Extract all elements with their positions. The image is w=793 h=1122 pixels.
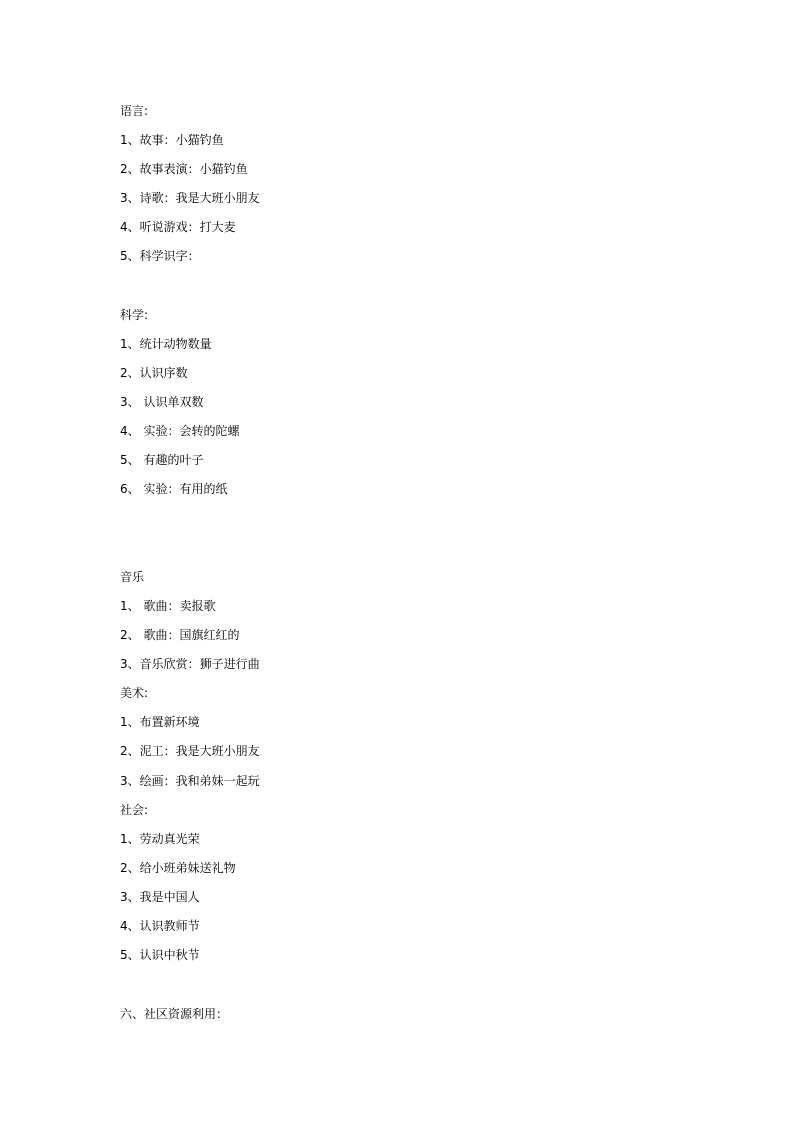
section-heading-art: 美术: xyxy=(120,686,149,700)
list-item: 1、统计动物数量 xyxy=(120,337,212,351)
list-item: 4、 实验：会转的陀螺 xyxy=(120,424,240,438)
list-item: 3、 认识单双数 xyxy=(120,395,204,409)
list-item: 5、科学识字： xyxy=(120,249,200,263)
list-item: 3、音乐欣赏：狮子进行曲 xyxy=(120,657,260,671)
section-heading-community-resources: 六、社区资源利用： xyxy=(120,1007,229,1021)
list-item: 2、 歌曲：国旗红红的 xyxy=(120,628,240,642)
section-heading-society: 社会: xyxy=(120,803,149,817)
section-heading-language: 语言: xyxy=(120,104,149,118)
list-item: 2、泥工：我是大班小朋友 xyxy=(120,744,260,758)
list-item: 4、听说游戏：打大麦 xyxy=(120,220,236,234)
section-heading-science: 科学: xyxy=(120,308,149,322)
list-item: 1、劳动真光荣 xyxy=(120,832,200,846)
list-item: 3、诗歌：我是大班小朋友 xyxy=(120,191,260,205)
list-item: 1、 歌曲：卖报歌 xyxy=(120,599,216,613)
list-item: 3、绘画：我和弟妹一起玩 xyxy=(120,774,260,788)
list-item: 1、故事：小猫钓鱼 xyxy=(120,133,224,147)
list-item: 3、我是中国人 xyxy=(120,890,200,904)
list-item: 1、布置新环境 xyxy=(120,715,200,729)
list-item: 2、认识序数 xyxy=(120,366,188,380)
list-item: 6、 实验：有用的纸 xyxy=(120,482,228,496)
list-item: 4、认识教师节 xyxy=(120,919,200,933)
list-item: 5、认识中秋节 xyxy=(120,948,200,962)
list-item: 5、 有趣的叶子 xyxy=(120,453,204,467)
list-item: 2、给小班弟妹送礼物 xyxy=(120,861,236,875)
section-heading-music: 音乐 xyxy=(120,570,145,584)
list-item: 2、故事表演：小猫钓鱼 xyxy=(120,162,248,176)
